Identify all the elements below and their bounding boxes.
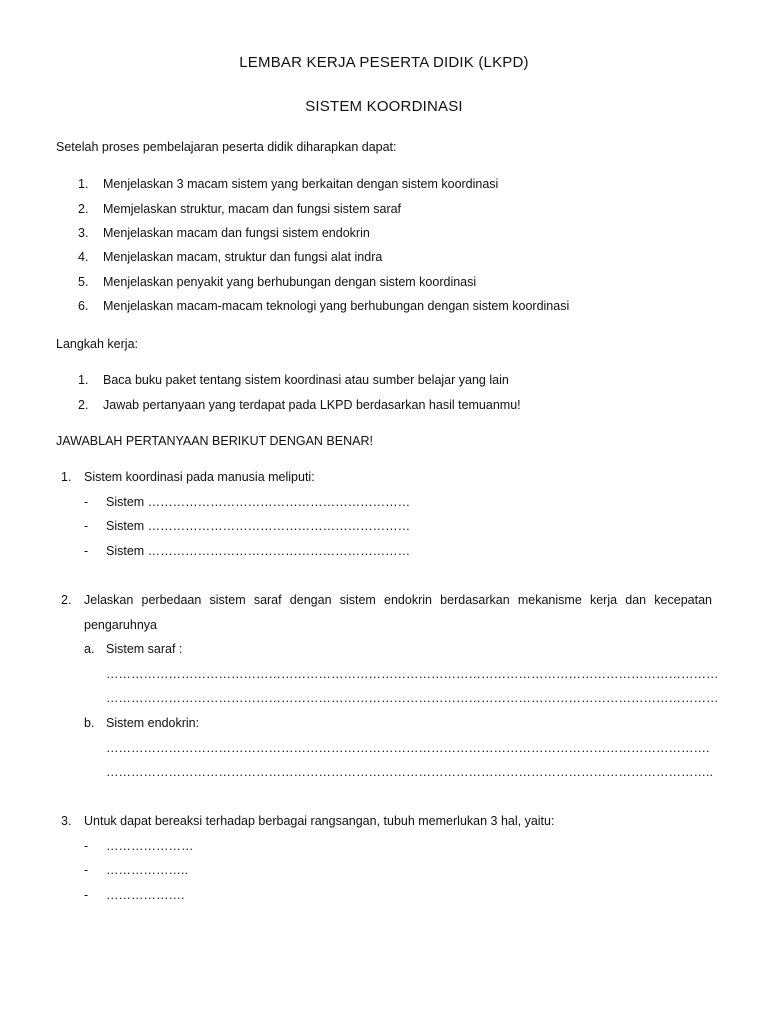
answer-line: ……………………………………………………………………………………………………………………………….. bbox=[106, 765, 713, 779]
answer-blank: Sistem ……………………………………………………… bbox=[106, 519, 411, 533]
instruction-heading: JAWABLAH PERTANYAAN BERIKUT DENGAN BENAR! bbox=[56, 434, 373, 448]
objective-number: 6. bbox=[78, 299, 89, 313]
objective-number: 4. bbox=[78, 250, 89, 264]
objective-number: 1. bbox=[78, 177, 89, 191]
bullet-dash: - bbox=[84, 888, 89, 902]
sub-item-label: b. bbox=[84, 716, 95, 730]
sub-item-label: a. bbox=[84, 642, 95, 656]
objective-text: Memjelaskan struktur, macam dan fungsi sistem saraf bbox=[103, 202, 402, 216]
intro-text: Setelah proses pembelajaran peserta didik diharapkan dapat: bbox=[56, 140, 397, 154]
bullet-dash: - bbox=[84, 863, 89, 877]
objective-number: 3. bbox=[78, 226, 89, 240]
objective-text: Menjelaskan macam dan fungsi sistem endokrin bbox=[103, 226, 370, 240]
question-number: 1. bbox=[61, 470, 72, 484]
document-subtitle: SISTEM KOORDINASI bbox=[305, 98, 463, 115]
answer-blank: Sistem ……………………………………………………… bbox=[106, 495, 411, 509]
question-number: 2. bbox=[61, 593, 72, 607]
question-number: 3. bbox=[61, 814, 72, 828]
bullet-dash: - bbox=[84, 495, 89, 509]
bullet-dash: - bbox=[84, 839, 89, 853]
objective-number: 2. bbox=[78, 202, 89, 216]
bullet-dash: - bbox=[84, 544, 89, 558]
question-text: Jelaskan perbedaan sistem saraf dengan sistem endokrin berdasarkan mekanisme kerja dan kecepatan bbox=[84, 593, 712, 607]
objective-text: Menjelaskan macam-macam teknologi yang berhubungan dengan sistem koordinasi bbox=[103, 299, 570, 313]
question-text: Sistem koordinasi pada manusia meliputi: bbox=[84, 470, 315, 484]
step-text: Jawab pertanyaan yang terdapat pada LKPD berdasarkan hasil temuanmu! bbox=[103, 398, 521, 412]
answer-blank: ………………… bbox=[106, 839, 194, 853]
step-number: 1. bbox=[78, 373, 89, 387]
sub-item-text: Sistem saraf : bbox=[106, 642, 183, 656]
objective-text: Menjelaskan 3 macam sistem yang berkaitan dengan sistem koordinasi bbox=[103, 177, 499, 191]
answer-line: ………………………………………………………………………………………………………………………………… bbox=[106, 667, 719, 681]
answer-line: ………………………………………………………………………………………………………………………………. bbox=[106, 741, 710, 755]
question-text-continued: pengaruhnya bbox=[84, 618, 157, 632]
document-title: LEMBAR KERJA PESERTA DIDIK (LKPD) bbox=[239, 54, 529, 71]
step-number: 2. bbox=[78, 398, 89, 412]
step-text: Baca buku paket tentang sistem koordinasi atau sumber belajar yang lain bbox=[103, 373, 509, 387]
sub-item-text: Sistem endokrin: bbox=[106, 716, 200, 730]
steps-heading: Langkah kerja: bbox=[56, 337, 139, 351]
answer-blank: Sistem ……………………………………………………… bbox=[106, 544, 411, 558]
bullet-dash: - bbox=[84, 519, 89, 533]
objective-text: Menjelaskan penyakit yang berhubungan dengan sistem koordinasi bbox=[103, 275, 477, 289]
answer-line: ………………………………………………………………………………………………………………………………… bbox=[106, 691, 719, 705]
objective-number: 5. bbox=[78, 275, 89, 289]
answer-blank: ………………. bbox=[106, 888, 185, 902]
answer-blank: ……………….. bbox=[106, 863, 188, 877]
question-text: Untuk dapat bereaksi terhadap berbagai rangsangan, tubuh memerlukan 3 hal, yaitu: bbox=[84, 814, 555, 828]
objective-text: Menjelaskan macam, struktur dan fungsi alat indra bbox=[103, 250, 383, 264]
